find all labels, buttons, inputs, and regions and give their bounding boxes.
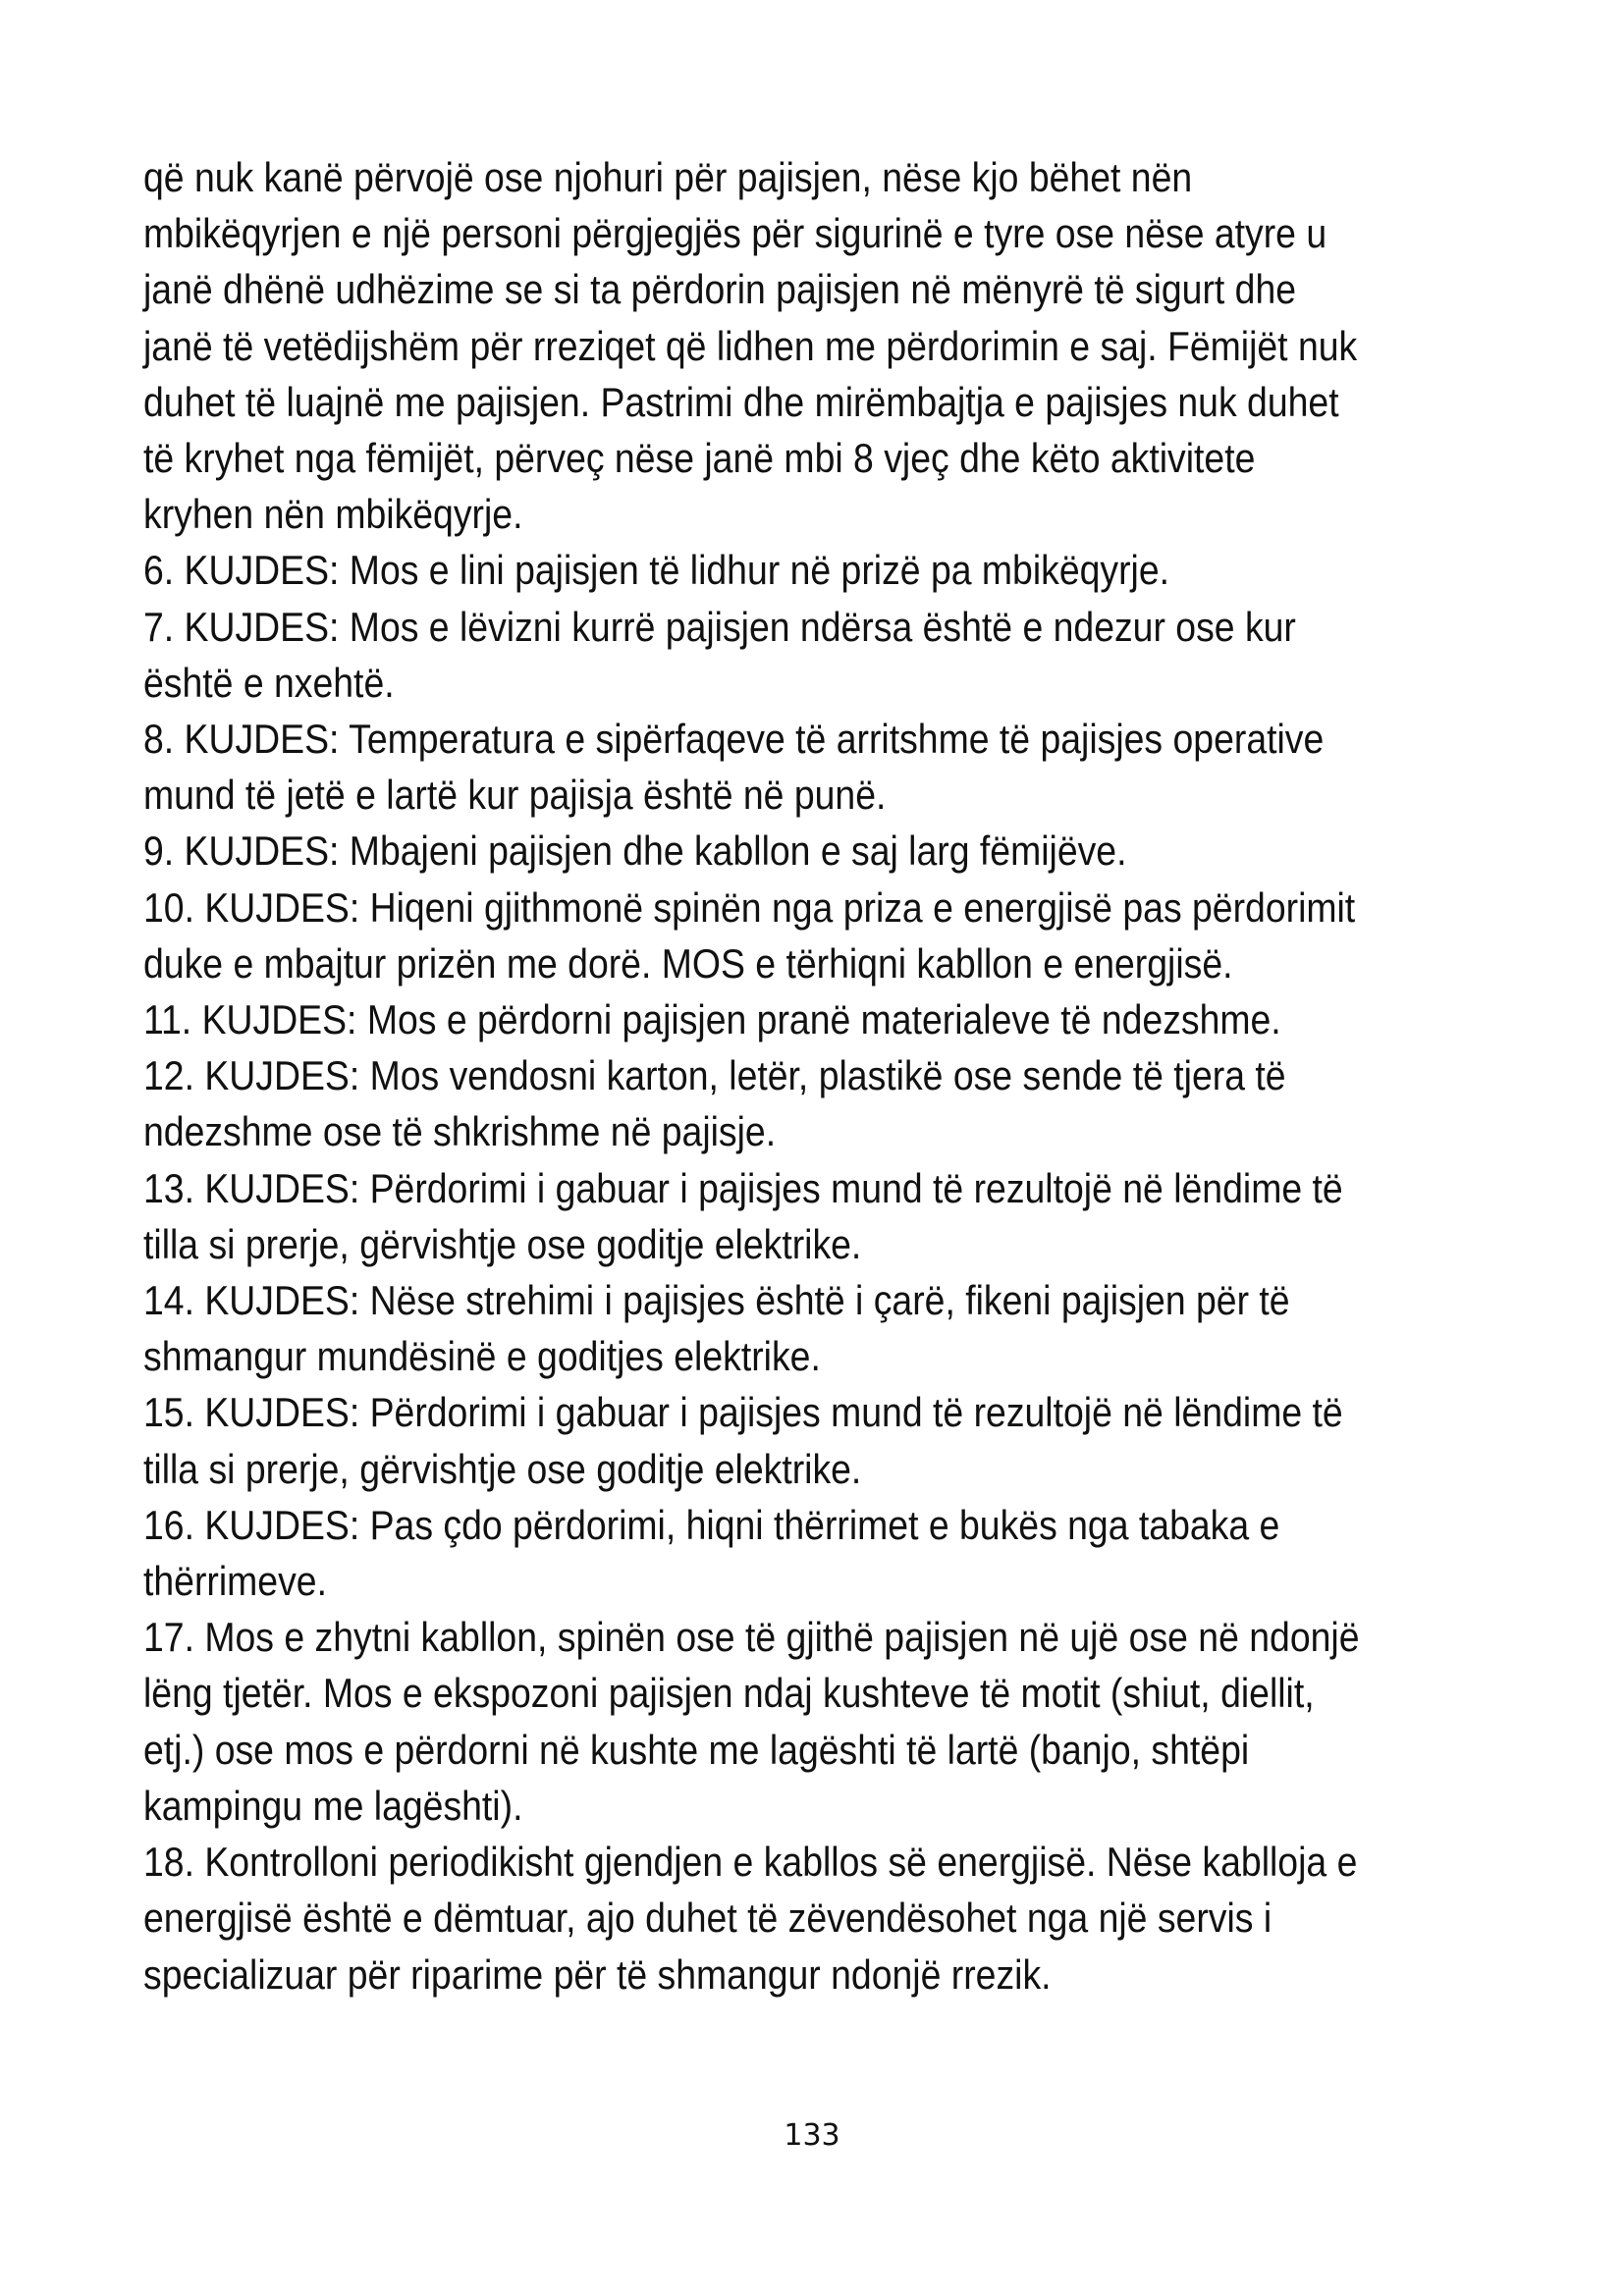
text-line: mbikëqyrjen e një personi përgjegjës për sigurinë e tyre ose nëse atyre u	[143, 210, 1327, 257]
text-line: të kryhet nga fëmijët, përveç nëse janë mbi 8 vjeç dhe këto aktivitete	[143, 435, 1256, 482]
text-line: 16. KUJDES: Pas çdo përdorimi, hiqni thërrimet e bukës nga tabaka e	[143, 1501, 1280, 1548]
text-line: thërrimeve.	[143, 1558, 327, 1605]
text-line: 11. KUJDES: Mos e përdorni pajisjen pranë materialeve të ndezshme.	[143, 996, 1281, 1043]
paragraph	[143, 1272, 1542, 1384]
text-line: tilla si prerje, gërvishtje ose goditje elektrike.	[143, 1445, 862, 1492]
text-line: mund të jetë e lartë kur pajisja është në punë.	[143, 772, 887, 819]
text-line: janë të vetëdijshëm për rreziqet që lidhen me përdorimin e saj. Fëmijët nuk	[143, 322, 1358, 369]
paragraph	[143, 542, 1542, 598]
body-text	[143, 149, 1384, 2002]
text-line: specializuar për riparime për të shmangur ndonjë rrezik.	[143, 1950, 1052, 1998]
text-line: 6. KUJDES: Mos e lini pajisjen të lidhur në prizë pa mbikëqyrje.	[143, 547, 1170, 594]
paragraph	[143, 1609, 1542, 1834]
text-line: shmangur mundësinë e goditjes elektrike.	[143, 1333, 821, 1380]
paragraph	[143, 1047, 1542, 1159]
text-line: 10. KUJDES: Hiqeni gjithmonë spinën nga priza e energjisë pas përdorimit	[143, 883, 1356, 931]
paragraph	[143, 1834, 1542, 2002]
text-line: 12. KUJDES: Mos vendosni karton, letër, plastikë ose sende të tjera të	[143, 1052, 1286, 1099]
text-line: që nuk kanë përvojë ose njohuri për pajisjen, nëse kjo bëhet nën	[143, 154, 1193, 200]
text-line: 15. KUJDES: Përdorimi i gabuar i pajisjes mund të rezultojë në lëndime të	[143, 1389, 1343, 1436]
paragraph	[143, 1160, 1542, 1272]
paragraph	[143, 1497, 1542, 1609]
text-line: 13. KUJDES: Përdorimi i gabuar i pajisjes mund të rezultojë në lëndime të	[143, 1164, 1343, 1211]
text-line: 17. Mos e zhytni kabllon, spinën ose të gjithë pajisjen në ujë ose në ndonjë	[143, 1614, 1360, 1661]
text-line: është e nxehtë.	[143, 659, 395, 706]
paragraph	[143, 711, 1542, 823]
text-line: lëng tjetër. Mos e ekspozoni pajisjen ndaj kushteve të motit (shiut, diellit,	[143, 1670, 1315, 1717]
text-line: 9. KUJDES: Mbajeni pajisjen dhe kabllon e saj larg fëmijëve.	[143, 828, 1127, 875]
paragraph	[143, 599, 1542, 711]
text-line: kampingu me lagështi).	[143, 1782, 523, 1829]
paragraph	[143, 880, 1542, 991]
text-line: 8. KUJDES: Temperatura e sipërfaqeve të arritshme të pajisjes operative	[143, 716, 1325, 763]
text-line: ndezshme ose të shkrishme në pajisje.	[143, 1108, 777, 1155]
paragraph	[143, 149, 1542, 542]
paragraph	[143, 991, 1542, 1047]
text-line: kryhen nën mbikëqyrje.	[143, 491, 523, 538]
paragraph	[143, 823, 1542, 879]
text-line: etj.) ose mos e përdorni në kushte me lagështi të lartë (banjo, shtëpi	[143, 1726, 1250, 1773]
text-line: tilla si prerje, gërvishtje ose goditje elektrike.	[143, 1220, 862, 1267]
text-line: janë dhënë udhëzime se si ta përdorin pajisjen në mënyrë të sigurt dhe	[143, 266, 1297, 313]
text-line: 7. KUJDES: Mos e lëvizni kurrë pajisjen ndërsa është e ndezur ose kur	[143, 603, 1296, 650]
paragraph	[143, 1384, 1542, 1496]
text-line: duke e mbajtur prizën me dorë. MOS e tërhiqni kabllon e energjisë.	[143, 939, 1233, 987]
text-line: 18. Kontrolloni periodikisht gjendjen e kabllos së energjisë. Nëse kablloja e	[143, 1839, 1358, 1886]
text-line: 14. KUJDES: Nëse strehimi i pajisjes është i çarë, fikeni pajisjen për të	[143, 1277, 1290, 1324]
text-line: energjisë është e dëmtuar, ajo duhet të zëvendësohet nga një servis i	[143, 1895, 1272, 1942]
page-number: 133	[784, 2118, 840, 2153]
text-line: duhet të luajnë me pajisjen. Pastrimi dhe mirëmbajtja e pajisjes nuk duhet	[143, 378, 1339, 425]
